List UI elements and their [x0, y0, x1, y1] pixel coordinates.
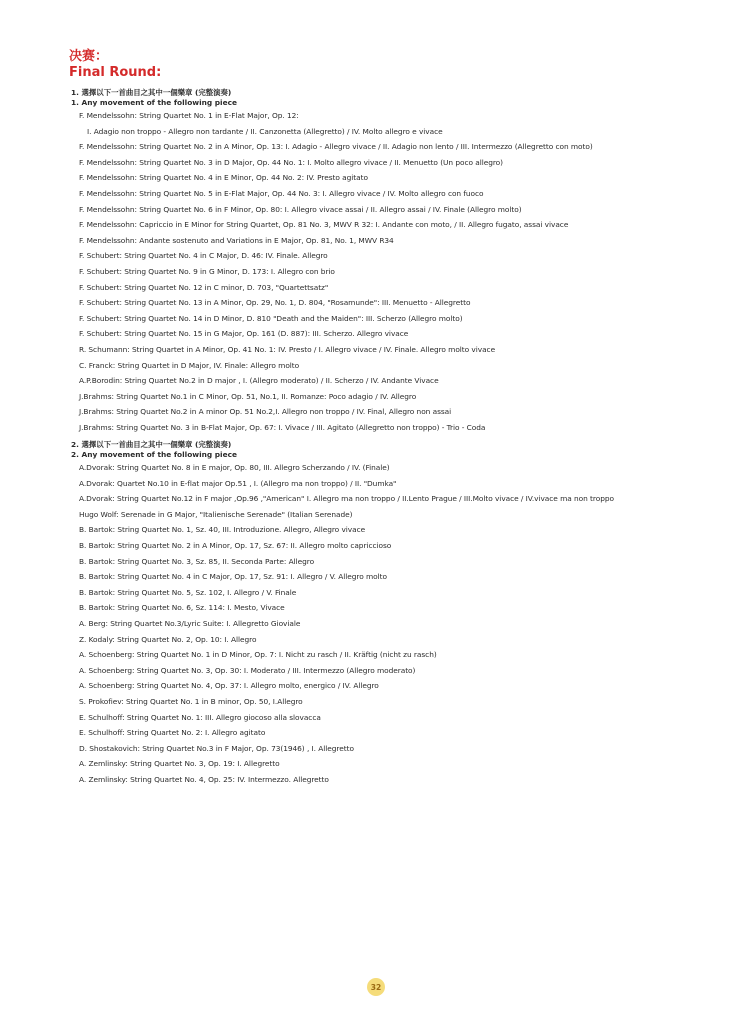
list-item: F. Schubert: String Quartet No. 15 in G Major, Op. 161 (D. 887): III. Scherzo. Allegro vivace [79, 329, 409, 339]
list-item: F. Mendelssohn: String Quartet No. 5 in E-Flat Major, Op. 44 No. 3: I. Allegro vivace / IV. Molto allegro con fuoco [79, 188, 484, 198]
list-item: A. Schoenberg: String Quartet No. 4, Op. 37: I. Allegro molto, energico / IV. Allegro [79, 681, 379, 691]
page-number-badge: 32 [367, 978, 385, 996]
section-1-list [71, 108, 751, 435]
list-item: B. Bartok: String Quartet No. 3, Sz. 85, II. Seconda Parte: Allegro [79, 556, 315, 566]
list-item: A.Dvorak: Quartet No.10 in E-flat major Op.51 , I. (Allegro ma non troppo) / II. "Dumka" [79, 478, 397, 488]
section-1 [71, 88, 751, 435]
list-item: A. Schoenberg: String Quartet No. 1 in D Minor, Op. 7: I. Nicht zu rasch / II. Kräftig (nicht zu rasch) [79, 650, 437, 660]
list-item: J.Brahms: String Quartet No.1 in C Minor, Op. 51, No.1, II. Romanze: Poco adagio / IV. Allegro [79, 391, 417, 401]
list-item: J.Brahms: String Quartet No. 3 in B-Flat Major, Op. 67: I. Vivace / III. Agitato (Allegretto non troppo) - Trio - Coda [79, 422, 486, 432]
section-1-title-zh: 1. 選擇以下一首曲目之其中一個樂章 (完整演奏) [71, 88, 232, 97]
list-item: E. Schulhoff: String Quartet No. 2: I. Allegro agitato [79, 728, 266, 738]
section-2-title-zh: 2. 選擇以下一首曲目之其中一個樂章 (完整演奏) [71, 440, 232, 449]
list-item: F. Schubert: String Quartet No. 9 in G Minor, D. 173: I. Allegro con brio [79, 266, 335, 276]
list-item: B. Bartok: String Quartet No. 2 in A Minor, Op. 17, Sz. 67: II. Allegro molto capriccioso [79, 540, 392, 550]
list-item: F. Mendelssohn: String Quartet No. 6 in F Minor, Op. 80: I. Allegro vivace assai / II. Allegro assai / IV. Finale (Allegro molto) [79, 204, 522, 214]
section-2-title-en: 2. Any movement of the following piece [71, 450, 237, 459]
heading-chinese: 决赛： [69, 49, 109, 64]
section-2-list [71, 460, 751, 787]
list-item: Z. Kodaly: String Quartet No. 2, Op. 10: I. Allegro [79, 634, 257, 644]
list-item: F. Mendelssohn: Capriccio in E Minor for String Quartet, Op. 81 No. 3, MWV R 32: I. Andante con moto, / II. Allegro fugato, assai vivace [79, 220, 569, 230]
section-2 [71, 440, 751, 787]
list-item: A.Dvorak: String Quartet No.12 in F major ,Op.96 ,"American" I. Allegro ma non troppo / II.Lento Prague / III.Molto vivace / IV.vivace ma non troppo [79, 494, 614, 504]
list-item: I. Adagio non troppo - Allegro non tardante / II. Canzonetta (Allegretto) / IV. Molto allegro e vivace [87, 126, 443, 136]
list-item: F. Schubert: String Quartet No. 13 in A Minor, Op. 29, No. 1, D. 804, "Rosamunde": III. Menuetto - Allegretto [79, 298, 471, 308]
list-item: A. Schoenberg: String Quartet No. 3, Op. 30: I. Moderato / III. Intermezzo (Allegro moderato) [79, 665, 416, 675]
list-item: F. Mendelssohn: String Quartet No. 3 in D Major, Op. 44 No. 1: I. Molto allegro vivace / II. Menuetto (Un poco allegro) [79, 157, 503, 167]
list-item: J.Brahms: String Quartet No.2 in A minor Op. 51 No.2,I. Allegro non troppo / IV. Final, Allegro non assai [79, 407, 452, 417]
heading-english: Final Round: [69, 65, 162, 80]
list-item: B. Bartok: String Quartet No. 6, Sz. 114: I. Mesto, Vivace [79, 603, 285, 613]
list-item: D. Shostakovich: String Quartet No.3 in F Major, Op. 73(1946) , I. Allegretto [79, 743, 354, 753]
list-item: A. Zemlinsky: String Quartet No. 3, Op. 19: I. Allegretto [79, 759, 280, 769]
list-item: C. Franck: String Quartet in D Major, IV. Finale: Allegro molto [79, 360, 300, 370]
list-item: F. Schubert: String Quartet No. 14 in D Minor, D. 810 "Death and the Maiden": III. Scherzo (Allegro molto) [79, 313, 463, 323]
section-1-title-en: 1. Any movement of the following piece [71, 98, 237, 107]
list-item: A. Zemlinsky: String Quartet No. 4, Op. 25: IV. Intermezzo. Allegretto [79, 774, 329, 784]
list-item: Hugo Wolf: Serenade in G Major, "Italienische Serenade" (Italian Serenade) [79, 509, 353, 519]
list-item: B. Bartok: String Quartet No. 4 in C Major, Op. 17, Sz. 91: I. Allegro / V. Allegro molto [79, 572, 387, 582]
list-item: F. Mendelssohn: String Quartet No. 4 in E Minor, Op. 44 No. 2: IV. Presto agitato [79, 173, 368, 183]
list-item: A. Berg: String Quartet No.3/Lyric Suite: I. Allegretto Gioviale [79, 618, 301, 628]
list-item: F. Mendelssohn: String Quartet No. 1 in E-Flat Major, Op. 12: [79, 111, 299, 120]
list-item: A.P.Borodin: String Quartet No.2 in D major , I. (Allegro moderato) / II. Scherzo / IV. Andante Vivace [79, 376, 439, 386]
list-item: F. Mendelssohn: Andante sostenuto and Variations in E Major, Op. 81, No. 1, MWV R34 [79, 235, 394, 245]
list-item: B. Bartok: String Quartet No. 5, Sz. 102, I. Allegro / V. Finale [79, 587, 297, 597]
list-item: S. Prokofiev: String Quartet No. 1 in B minor, Op. 50, I.Allegro [79, 696, 303, 706]
list-item: B. Bartok: String Quartet No. 1, Sz. 40, III. Introduzione. Allegro, Allegro vivace [79, 525, 366, 535]
list-item: F. Mendelssohn: String Quartet No. 2 in A Minor, Op. 13: I. Adagio - Allegro vivace / II. Adagio non lento / III. Intermezzo (Allegretto con moto) [79, 142, 593, 152]
list-item: E. Schulhoff: String Quartet No. 1: III. Allegro giocoso alla slovacca [79, 712, 321, 722]
list-item: R. Schumann: String Quartet in A Minor, Op. 41 No. 1: IV. Presto / I. Allegro vivace / IV. Finale. Allegro molto vivace [79, 344, 496, 354]
list-item: A.Dvorak: String Quartet No. 8 in E major, Op. 80, III. Allegro Scherzando / IV. (Finale) [79, 463, 390, 472]
list-item: F. Schubert: String Quartet No. 4 in C Major, D. 46: IV. Finale. Allegro [79, 251, 328, 261]
list-item: F. Schubert: String Quartet No. 12 in C minor, D. 703, "Quartettsatz" [79, 282, 329, 292]
